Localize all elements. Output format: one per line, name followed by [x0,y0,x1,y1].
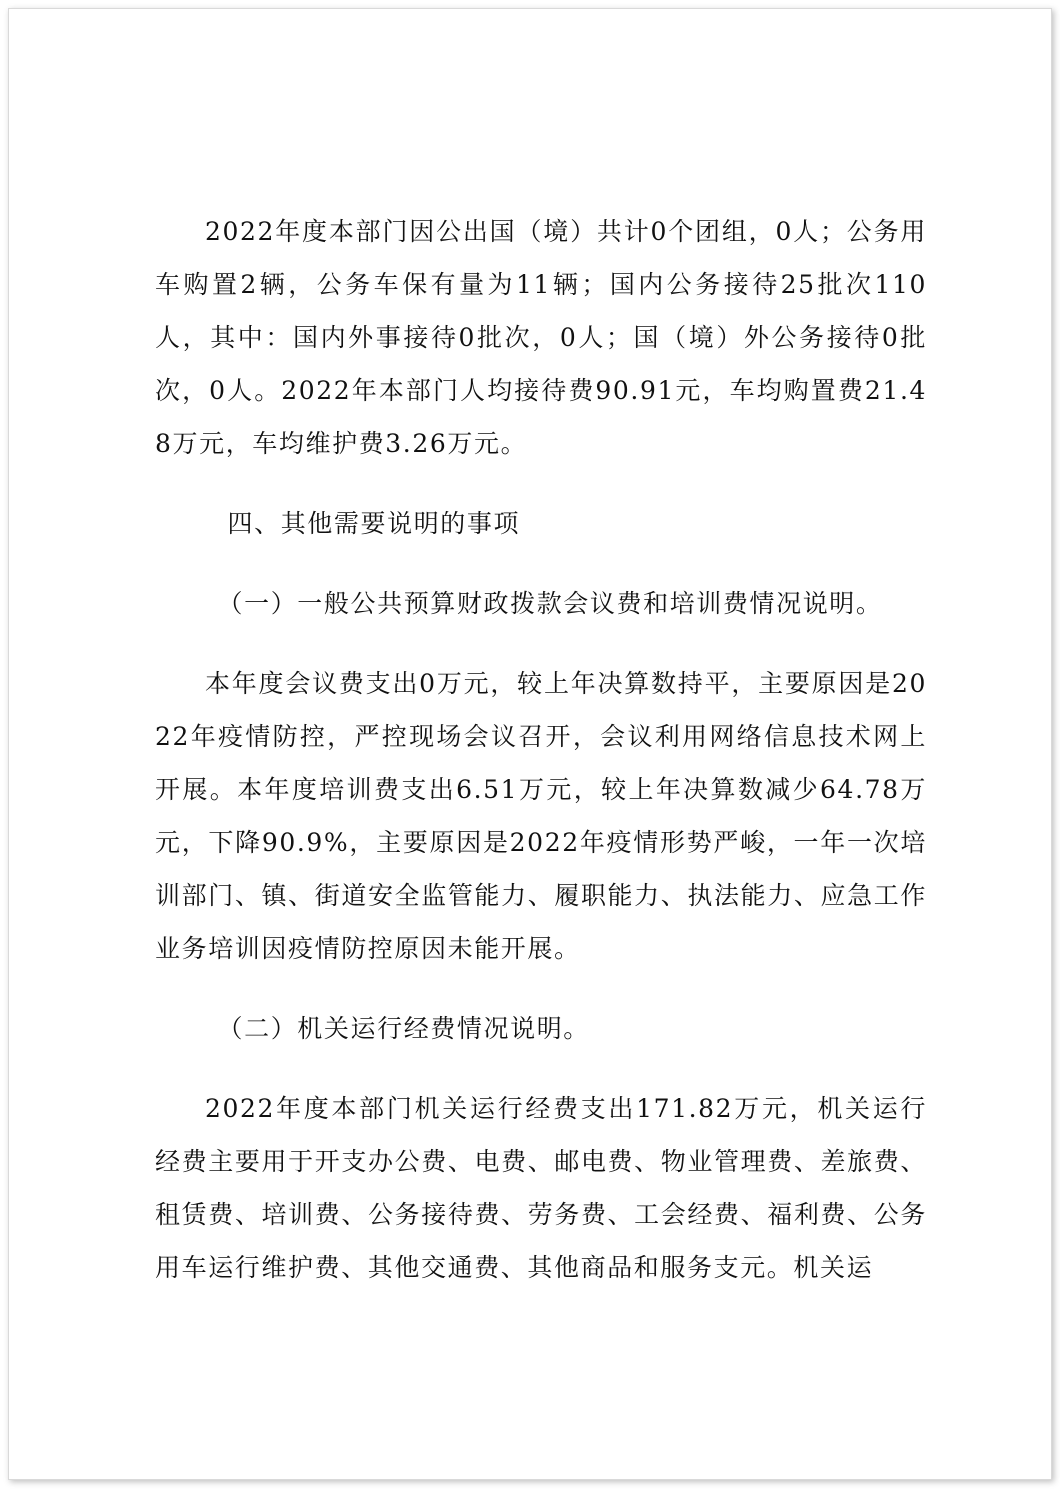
sub-heading-operating-costs: （二）机关运行经费情况说明。 [217,1014,590,1043]
paragraph-meeting-training-costs: 本年度会议费支出0万元，较上年决算数持平，主要原因是2022年疫情防控，严控现场会议召开，会议利用网络信息技术网上开展。本年度培训费支出6.51万元，较上年决算数减少64.78万元，下降90.9%，主要原因是2022年疫情形势严峻，一年一次培训部门、镇、街道安全监管能力、履职能力、执法能力、应急工作业务培训因疫情防控原因未能开展。 [155,669,927,963]
paragraph-operating-costs: 2022年度本部门机关运行经费支出171.82万元，机关运行经费主要用于开支办公费、电费、邮电费、物业管理费、差旅费、租赁费、培训费、公务接待费、劳务费、工会经费、福利费、公务用车运行维护费、其他交通费、其他商品和服务支元。机关运 [155,1094,927,1282]
sub-heading-meeting-training: （一）一般公共预算财政拨款会议费和培训费情况说明。 [217,589,883,618]
document-body [155,205,927,1294]
paragraph-official-travel-reception: 2022年度本部门因公出国（境）共计0个团组，0人；公务用车购置2辆，公务车保有量为11辆；国内公务接待25批次110人，其中：国内外事接待0批次，0人；国（境）外公务接待0批次，0人。2022年本部门人均接待费90.91元，车均购置费21.48万元，车均维护费3.26万元。 [155,217,927,458]
section-heading-other-matters: 四、其他需要说明的事项 [227,509,521,538]
document-page [8,8,1052,1480]
